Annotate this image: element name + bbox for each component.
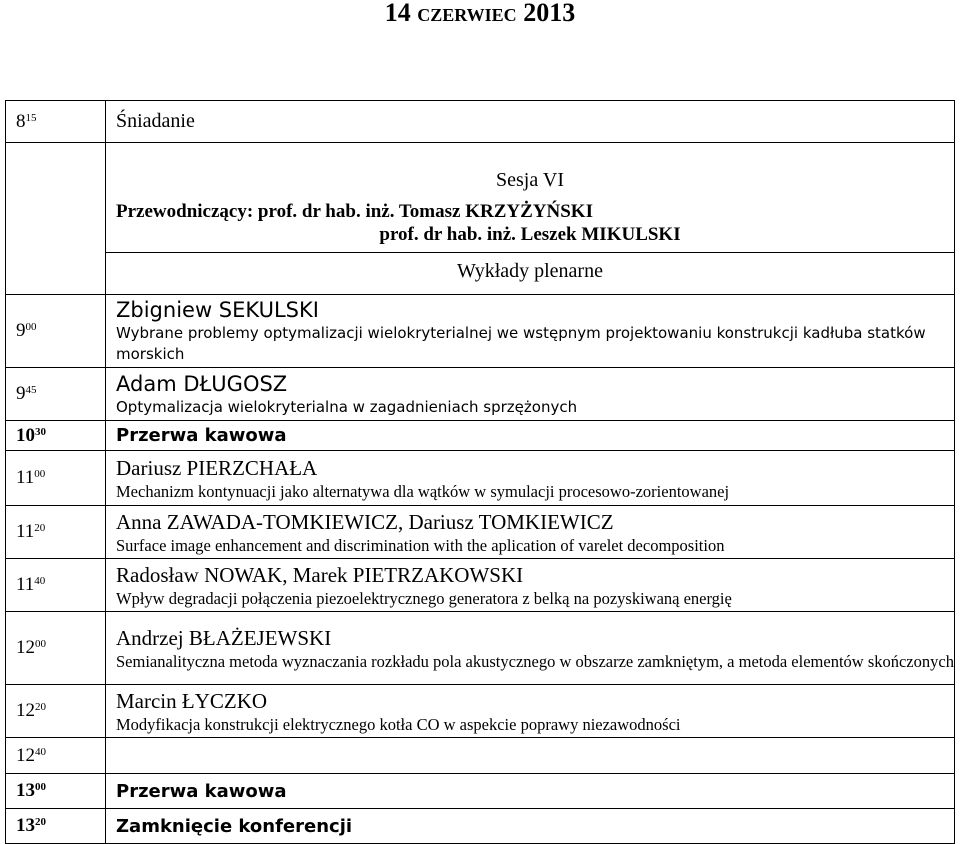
talk-title: Surface image enhancement and discrimination with the aplication of varelet decomposition <box>116 535 725 555</box>
time-cell: $13^{20}$ <box>6 809 106 844</box>
row-session-header <box>6 143 955 295</box>
talk-author: Marcin ŁYCZKO <box>116 688 268 713</box>
talk-row <box>6 738 955 774</box>
talk-row <box>6 451 955 506</box>
talk-cell <box>106 451 955 506</box>
break-label: Przerwa kawowa <box>106 421 955 451</box>
time-cell: $9^{45}$ <box>6 368 106 421</box>
talk-author: Dariusz PIERZCHAŁA <box>116 455 318 480</box>
session-chair-2: prof. dr hab. inż. Leszek MIKULSKI <box>379 224 681 245</box>
time-cell: $11^{20}$ <box>6 506 106 559</box>
time-cell: $11^{00}$ <box>6 451 106 506</box>
row-break <box>6 774 955 809</box>
title-day: 14 <box>384 0 411 27</box>
talk-cell <box>106 506 955 559</box>
talk-row <box>6 368 955 421</box>
talk-title: Modyfikacja konstrukcji elektrycznego kotła CO w aspekcie poprawy niezawodności <box>116 714 681 734</box>
talk-author: Radosław NOWAK, Marek PIETRZAKOWSKI <box>116 562 524 587</box>
talk-title: Wpływ degradacji połączenia piezoelektrycznego generatora z belką na pozyskiwaną energię <box>116 588 732 608</box>
talk-author: Zbigniew SEKULSKI <box>116 298 319 322</box>
time-cell: $10^{30}$ <box>6 421 106 451</box>
schedule-table <box>5 100 955 844</box>
talk-title: Optymalizacja wielokryterialna w zagadnieniach sprzężonych <box>116 397 578 416</box>
talk-title: Wybrane problemy optymalizacji wielokryterialnej we wstępnym projektowaniu konstrukcji kadłuba statków morskich <box>116 324 926 363</box>
page-title <box>0 0 960 26</box>
title-month: czerwiec <box>417 0 517 27</box>
talk-row <box>6 685 955 738</box>
session-chair: Przewodniczący: prof. dr hab. inż. Tomasz KRZYŻYŃSKI <box>116 201 593 222</box>
talk-cell <box>106 559 955 612</box>
break-label: Przerwa kawowa <box>106 774 955 809</box>
time-cell: $13^{00}$ <box>6 774 106 809</box>
time-cell: $9^{00}$ <box>6 295 106 368</box>
talk-cell <box>106 368 955 421</box>
talk-cell <box>106 295 955 368</box>
talk-cell-empty <box>106 738 955 774</box>
time-cell: $8^{15}$ <box>6 101 106 143</box>
talk-cell <box>106 612 955 685</box>
session-name: Sesja VI <box>496 169 564 191</box>
talk-cell <box>106 685 955 738</box>
talk-author: Anna ZAWADA-TOMKIEWICZ, Dariusz TOMKIEWICZ <box>116 509 614 534</box>
talk-row <box>6 559 955 612</box>
row-closing <box>6 809 955 844</box>
talk-row <box>6 506 955 559</box>
time-cell-empty <box>6 143 106 295</box>
talk-row <box>6 295 955 368</box>
talk-author: Adam DŁUGOSZ <box>116 371 288 396</box>
title-year: 2013 <box>523 0 576 27</box>
session-subtitle: Wykłady plenarne <box>106 252 954 287</box>
talk-author: Andrzej BŁAŻEJEWSKI <box>116 625 332 650</box>
session-header <box>106 143 955 295</box>
time-cell: $11^{40}$ <box>6 559 106 612</box>
talk-title: Mechanizm kontynuacji jako alternatywa dla wątków w symulacji procesowo-zorientowanej <box>116 481 730 501</box>
breakfast-label: Śniadanie <box>106 101 955 143</box>
time-cell: $12^{00}$ <box>6 612 106 685</box>
closing-label: Zamknięcie konferencji <box>106 809 955 844</box>
row-breakfast <box>6 101 955 143</box>
talk-title: Semianalityczna metoda wyznaczania rozkładu pola akustycznego w obszarze zamkniętym, a metoda elementów skończonych <box>116 651 954 671</box>
time-cell: $12^{20}$ <box>6 685 106 738</box>
time-cell: $12^{40}$ <box>6 738 106 774</box>
talk-row <box>6 612 955 685</box>
row-break <box>6 421 955 451</box>
